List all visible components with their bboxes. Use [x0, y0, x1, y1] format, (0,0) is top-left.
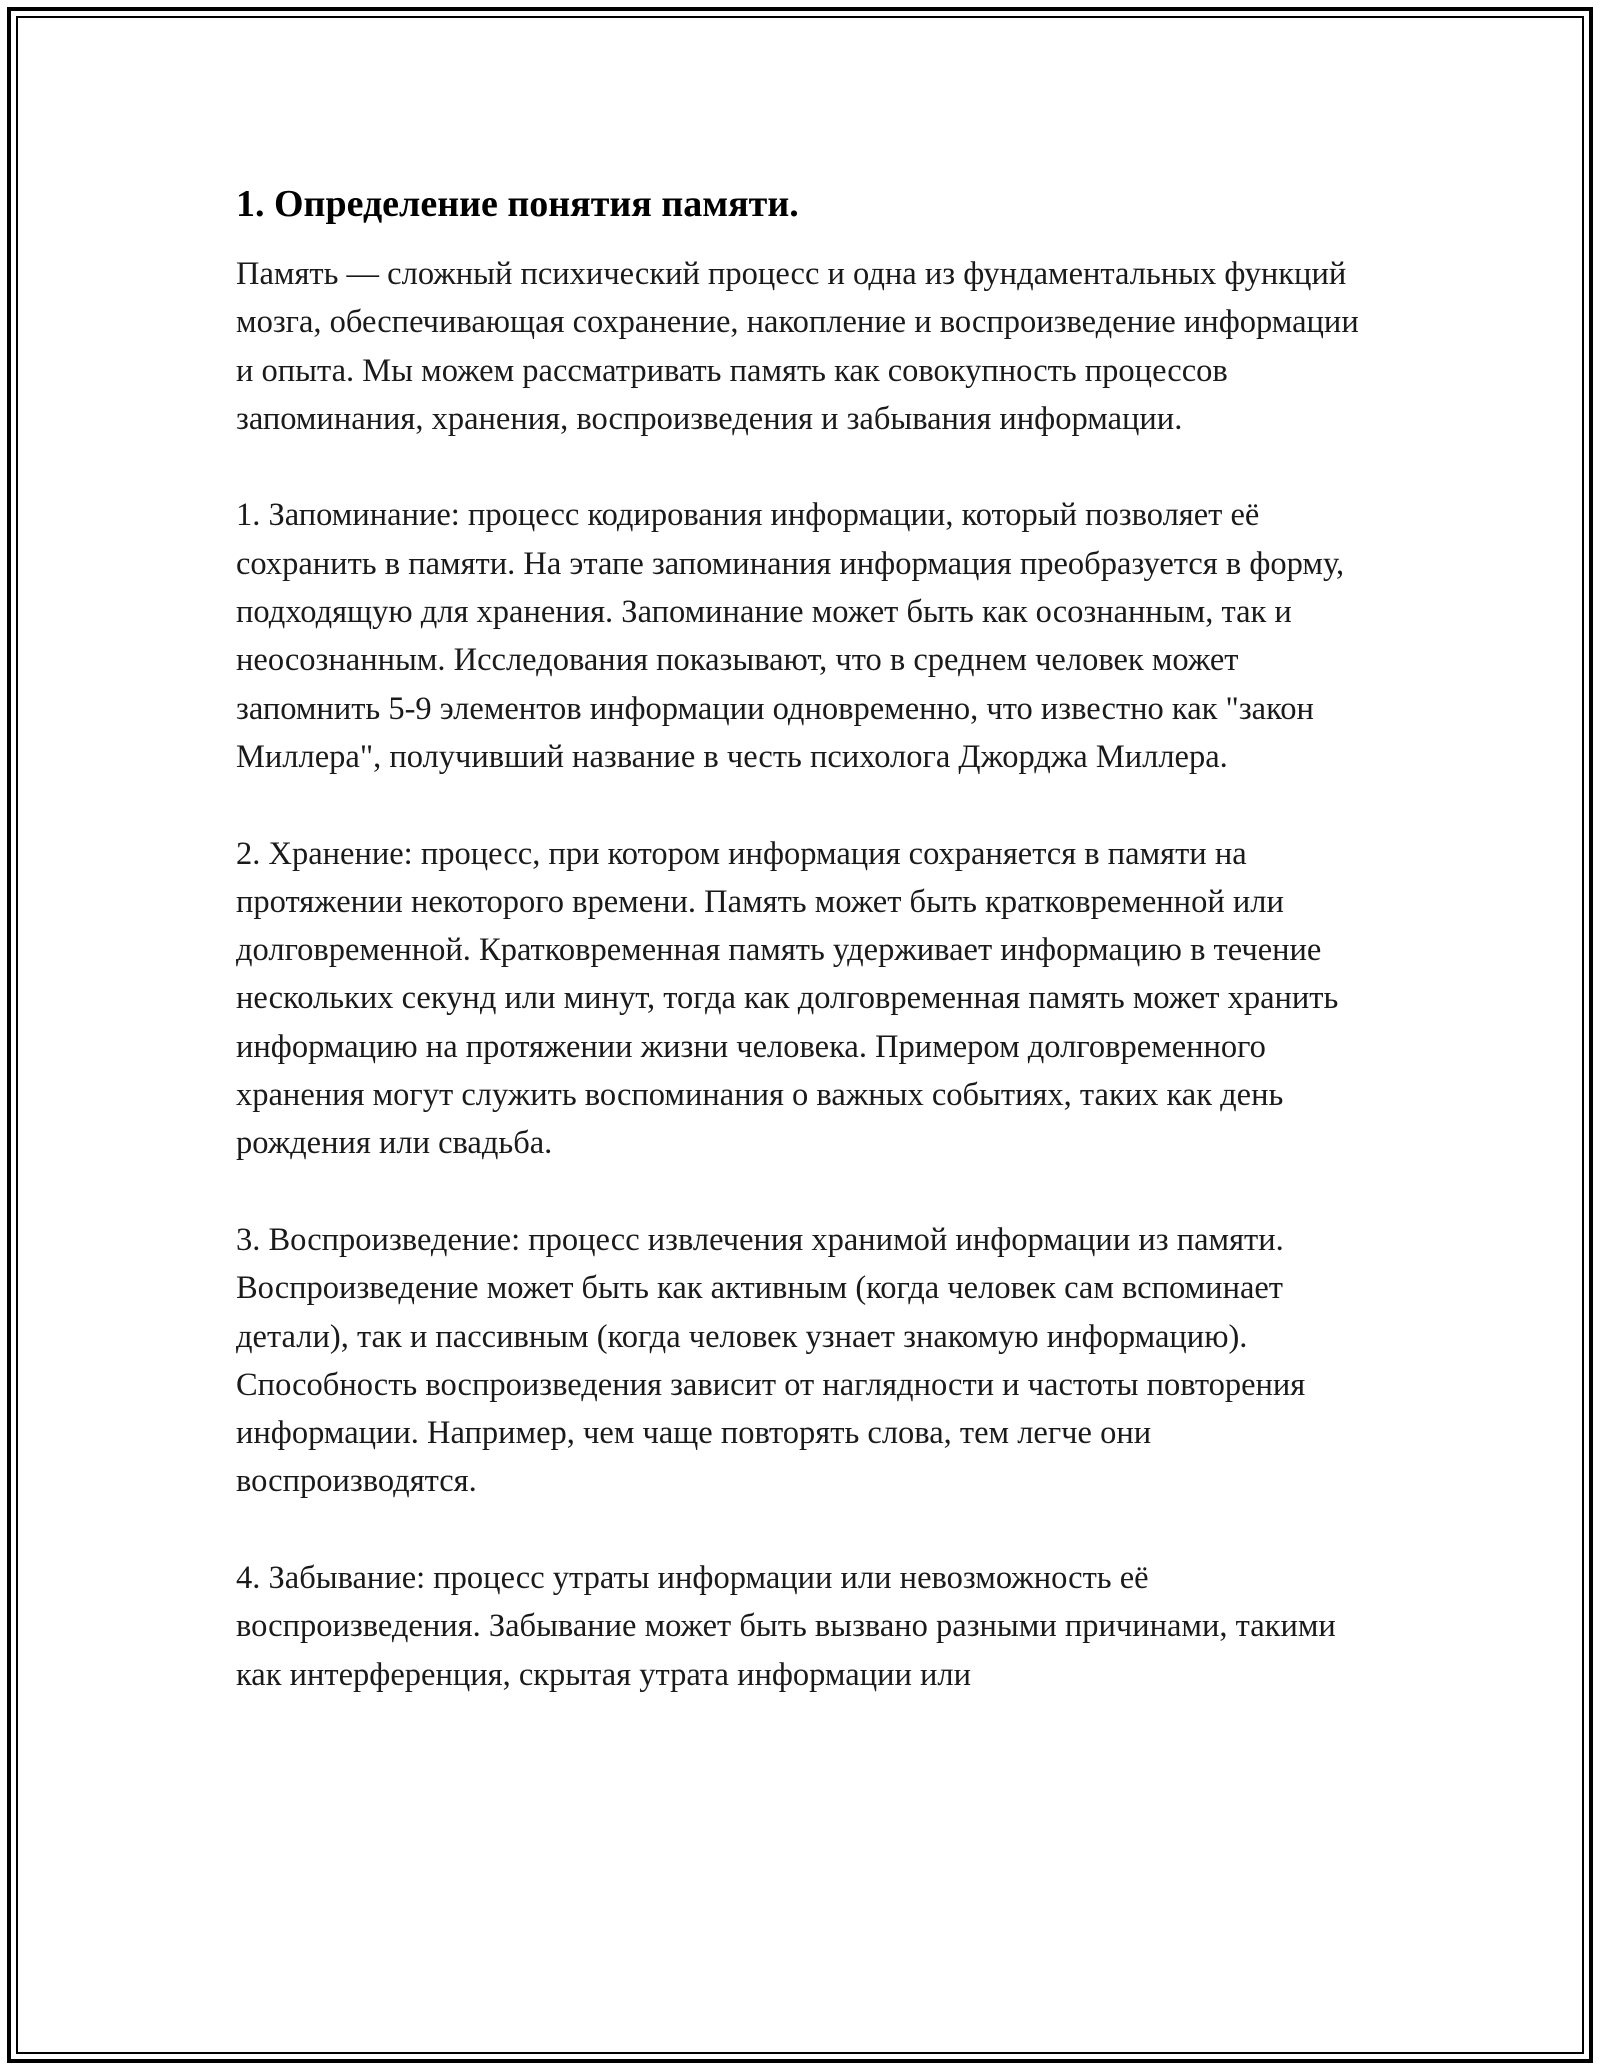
- paragraph-storage: 2. Хранение: процесс, при котором информация сохраняется в памяти на протяжении некоторого времени. Память может быть кратковременной или долговременной. Кратковременная память удерживает информацию в течение нескольких секунд или минут, тогда как долговременная память может хранить информацию на протяжении жизни человека. Примером долговременного хранения могут служить воспоминания о важных событиях, таких как день рождения или свадьба.: [236, 835, 1339, 1162]
- document-body: [236, 180, 1376, 1699]
- paragraph-forgetting: 4. Забывание: процесс утраты информации или невозможность её воспроизведения. Забывание может быть вызвано разными причинами, такими как интерференция, скрытая утрата информации или: [236, 1560, 1336, 1693]
- paragraph-intro: Память — сложный психический процесс и одна из фундаментальных функций мозга, обеспечивающая сохранение, накопление и воспроизведение информации и опыта. Мы можем рассматривать память как совокупность процессов запоминания, хранения, воспроизведения и забывания информации.: [236, 256, 1359, 437]
- paragraph-memorization: 1. Запоминание: процесс кодирования информации, который позволяет её сохранить в памяти. На этапе запоминания информация преобразуется в форму, подходящую для хранения. Запоминание может быть как осознанным, так и неосознанным. Исследования показывают, что в среднем человек может запомнить 5-9 элементов информации одновременно, что известно как "закон Миллера", получивший название в честь психолога Джорджа Миллера.: [236, 497, 1345, 775]
- paragraph-reproduction: 3. Воспроизведение: процесс извлечения хранимой информации из памяти. Воспроизведение может быть как активным (когда человек сам вспоминает детали), так и пассивным (когда человек узнает знакомую информацию). Способность воспроизведения зависит от наглядности и частоты повторения информации. Например, чем чаще повторять слова, тем легче они воспроизводятся.: [236, 1221, 1306, 1500]
- section-heading: 1. Определение понятия памяти.: [236, 183, 799, 225]
